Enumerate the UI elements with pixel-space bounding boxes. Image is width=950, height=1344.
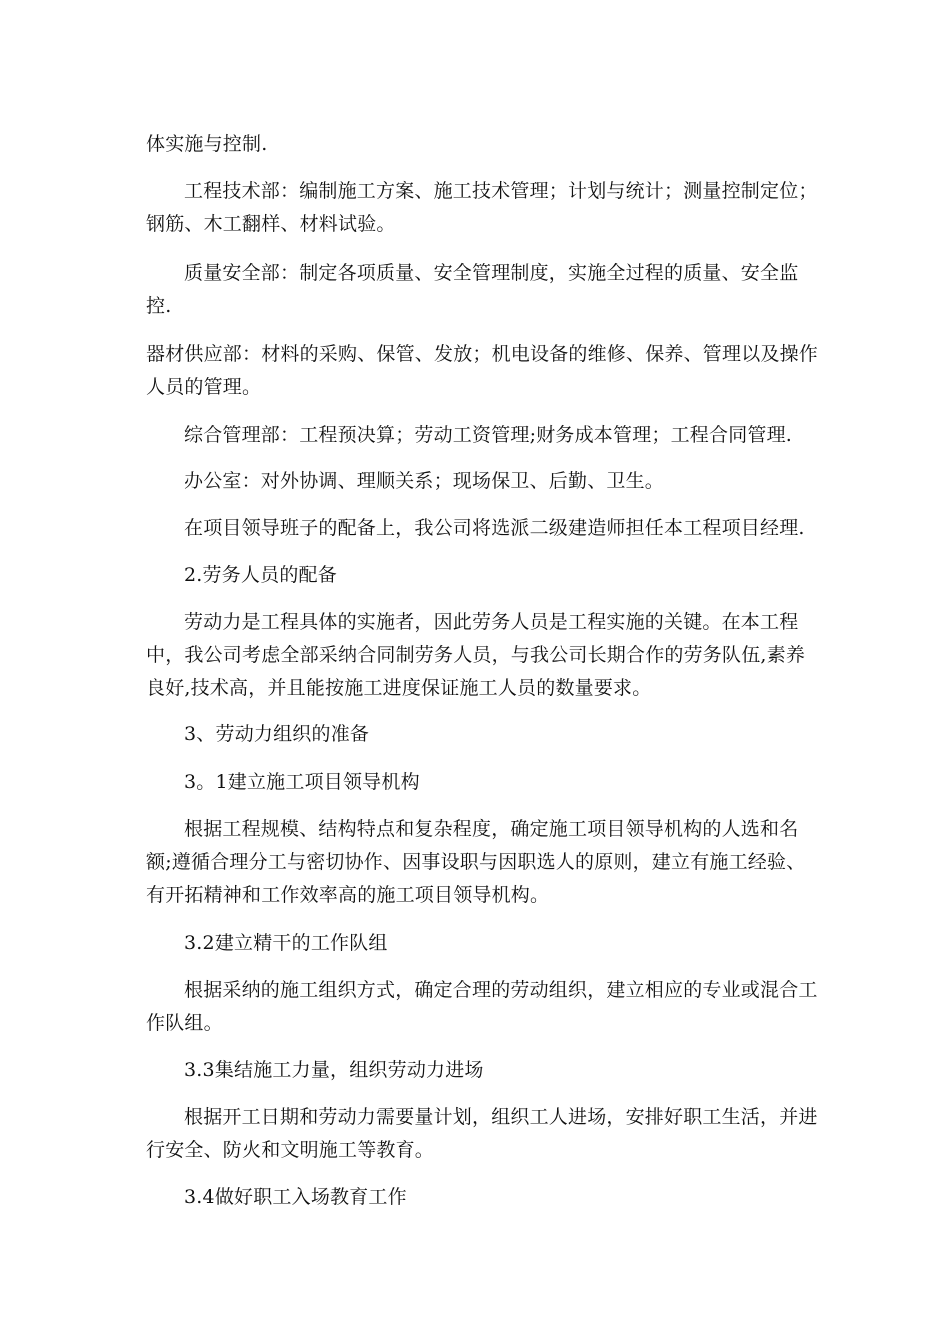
paragraph-continuation: 体实施与控制. <box>146 133 268 155</box>
heading-work-teams: 3.2建立精干的工作队组 <box>184 932 388 954</box>
paragraph-supply-dept: 器材供应部：材料的采购、保管、发放；机电设备的维修、保养、管理以及操作人员的管理。 <box>146 343 819 398</box>
paragraph-mobilize-labor: 根据开工日期和劳动力需要量计划，组织工人进场，安排好职工生活，并进行安全、防火和文明施工等教育。 <box>146 1106 818 1161</box>
heading-induction-education: 3.4做好职工入场教育工作 <box>184 1186 407 1208</box>
heading-leadership-body: 3。1建立施工项目领导机构 <box>184 771 420 793</box>
paragraph-labor-staffing: 劳动力是工程具体的实施者，因此劳务人员是工程实施的关键。在本工程中，我公司考虑全部采纳合同制劳务人员，与我公司长期合作的劳务队伍,素养良好,技术高，并且能按施工进度保证施工人员的数量要求。 <box>146 611 806 699</box>
paragraph-leadership-body: 根据工程规模、结构特点和复杂程度，确定施工项目领导机构的人选和名额;遵循合理分工与密切协作、因事设职与因职选人的原则，建立有施工经验、有开拓精神和工作效率高的施工项目领导机构。 <box>146 818 806 906</box>
paragraph-quality-safety-dept: 质量安全部：制定各项质量、安全管理制度，实施全过程的质量、安全监控. <box>146 262 799 317</box>
paragraph-office: 办公室：对外协调、理顺关系；现场保卫、后勤、卫生。 <box>184 470 665 492</box>
heading-labor-staffing: 2.劳务人员的配备 <box>184 564 337 586</box>
heading-labor-organization: 3、劳动力组织的准备 <box>184 723 370 745</box>
paragraph-project-manager: 在项目领导班子的配备上，我公司将选派二级建造师担任本工程项目经理. <box>184 517 805 539</box>
heading-mobilize-labor: 3.3集结施工力量，组织劳动力进场 <box>184 1059 484 1081</box>
paragraph-work-teams: 根据采纳的施工组织方式，确定合理的劳动组织，建立相应的专业或混合工作队组。 <box>146 979 818 1034</box>
paragraph-engineering-dept: 工程技术部：编制施工方案、施工技术管理；计划与统计；测量控制定位；钢筋、木工翻样、材料试验。 <box>146 180 818 235</box>
paragraph-general-management-dept: 综合管理部：工程预决算；劳动工资管理;财务成本管理；工程合同管理. <box>184 424 793 446</box>
